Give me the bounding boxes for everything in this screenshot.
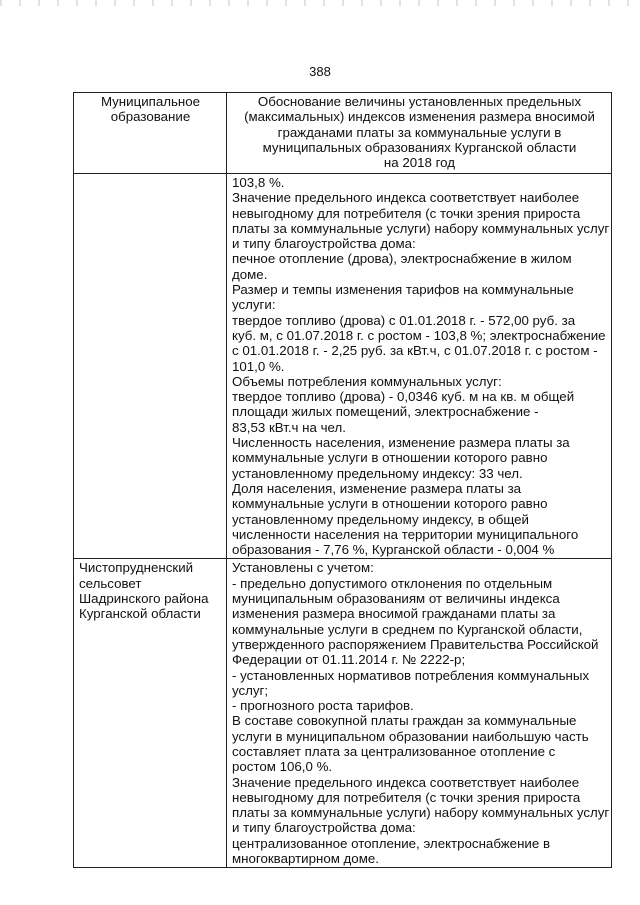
justification-line: В составе совокупной платы граждан за коммунальные [232,713,577,729]
justification-line: 103,8 %. [232,175,285,190]
justification-line: твердое топливо (дрова) с 01.01.2018 г. - 572,00 руб. за [232,312,576,328]
justification-line: Численность населения, изменение размера платы за [232,435,570,451]
justification-line: ростом 106,0 %. [232,759,333,775]
table-body [74,174,612,868]
justification-line: образования - 7,76 %, Курганской области - 0,004 % [232,542,555,558]
justification-line: составляет плата за централизованное отопление с [232,743,556,759]
justification-line: и типу благоустройства дома: [232,820,416,836]
justification-line: куб. м, с 01.07.2018 г. с ростом - 103,8 %; электроснабжение [232,327,606,343]
header-municipality-line: Муниципальное [100,94,201,109]
header-justification-line: муниципальных образованиях Курганской области [262,139,577,155]
justification-line: 101,0 %. [232,358,285,374]
justification-line: - установленных нормативов потребления коммунальных [232,667,590,683]
justification-line: установленному предельному индексу, в общей [232,511,529,527]
justification-cell [227,174,612,559]
justification-line: коммунальные услуги в отношении которого равно [232,496,548,512]
justification-line: платы за коммунальные услуги) набору коммунальных услуг [232,805,610,821]
page-number: 388 [309,64,331,79]
justification-line: коммунальные услуги в среднем по Курганской области, [232,621,583,637]
justification-line: печное отопление (дрова), электроснабжение в жилом [232,251,572,267]
municipality-line: Чистопрудненский [79,560,194,576]
justification-line: Значение предельного индекса соответствует наиболее [232,190,580,206]
justification-line: услуг; [232,682,269,698]
justification-line: Федерации от 01.11.2014 г. № 2222-р; [232,652,466,668]
header-municipality [74,93,227,174]
header-justification-line: гражданами платы за коммунальные услуги в [277,124,562,140]
justification-line: - предельно допустимого отклонения по отдельным [232,575,553,591]
justification-line: Размер и темпы изменения тарифов на коммунальные [232,282,574,298]
justification-line: невыгодному для потребителя (с точки зрения прироста [232,789,581,805]
justification-line: - прогнозного роста тарифов. [232,698,414,714]
justification-line: централизованное отопление, электроснабжение в [232,835,551,851]
justification-line: утвержденного распоряжением Правительства Российской [232,636,599,652]
header-justification [227,93,612,174]
justification-line: 83,53 кВт.ч на чел. [232,419,346,435]
justification-line: невыгодному для потребителя (с точки зрения прироста [232,205,581,221]
municipality-line: сельсовет [79,575,142,591]
justification-line: муниципальным образованиям от величины индекса [232,591,560,607]
header-justification-line: Обоснование величины установленных предельных [257,94,582,109]
table-row [74,174,612,559]
justification-line: платы за коммунальные услуги) набору коммунальных услуг [232,220,610,236]
justification-line: услуги в муниципальном образовании наибольшую часть [232,728,589,744]
header-justification-line: на 2018 год [383,155,456,171]
justification-line: коммунальные услуги в отношении которого равно [232,450,548,466]
municipality-cell [74,174,227,559]
justification-line: изменения размера вносимой гражданами платы за [232,606,556,622]
justification-line: и типу благоустройства дома: [232,236,416,252]
header-justification-line: (максимальных) индексов изменения размера вносимой [244,109,595,125]
justification-line: услуги: [232,297,276,313]
municipality-cell [74,559,227,868]
scan-edge-noise [0,0,640,6]
justification-line: установленному предельному индексу: 33 чел. [232,465,523,481]
justification-line: Доля населения, изменение размера платы за [232,480,522,496]
municipality-line: Курганской области [79,606,201,622]
justification-line: доме. [232,266,268,282]
justification-line: твердое топливо (дрова) - 0,0346 куб. м на кв. м общей [232,389,575,405]
justification-line: Значение предельного индекса соответствует наиболее [232,774,580,790]
justification-line: с 01.01.2018 г. - 2,25 руб. за кВт.ч, с 01.07.2018 г. с ростом - [232,343,598,359]
tariff-index-table [73,92,612,868]
header-municipality-line: образование [110,109,191,125]
municipality-line: Шадринского района [79,591,209,607]
table-row [74,559,612,868]
justification-line: многоквартирном доме. [232,851,379,867]
table-header-row [74,93,612,174]
justification-line: Объемы потребления коммунальных услуг: [232,373,502,389]
justification-cell [227,559,612,868]
justification-line: площади жилых помещений, электроснабжение - [232,404,539,420]
justification-line: Установлены с учетом: [232,560,374,576]
justification-line: численности населения на территории муниципального [232,526,579,542]
